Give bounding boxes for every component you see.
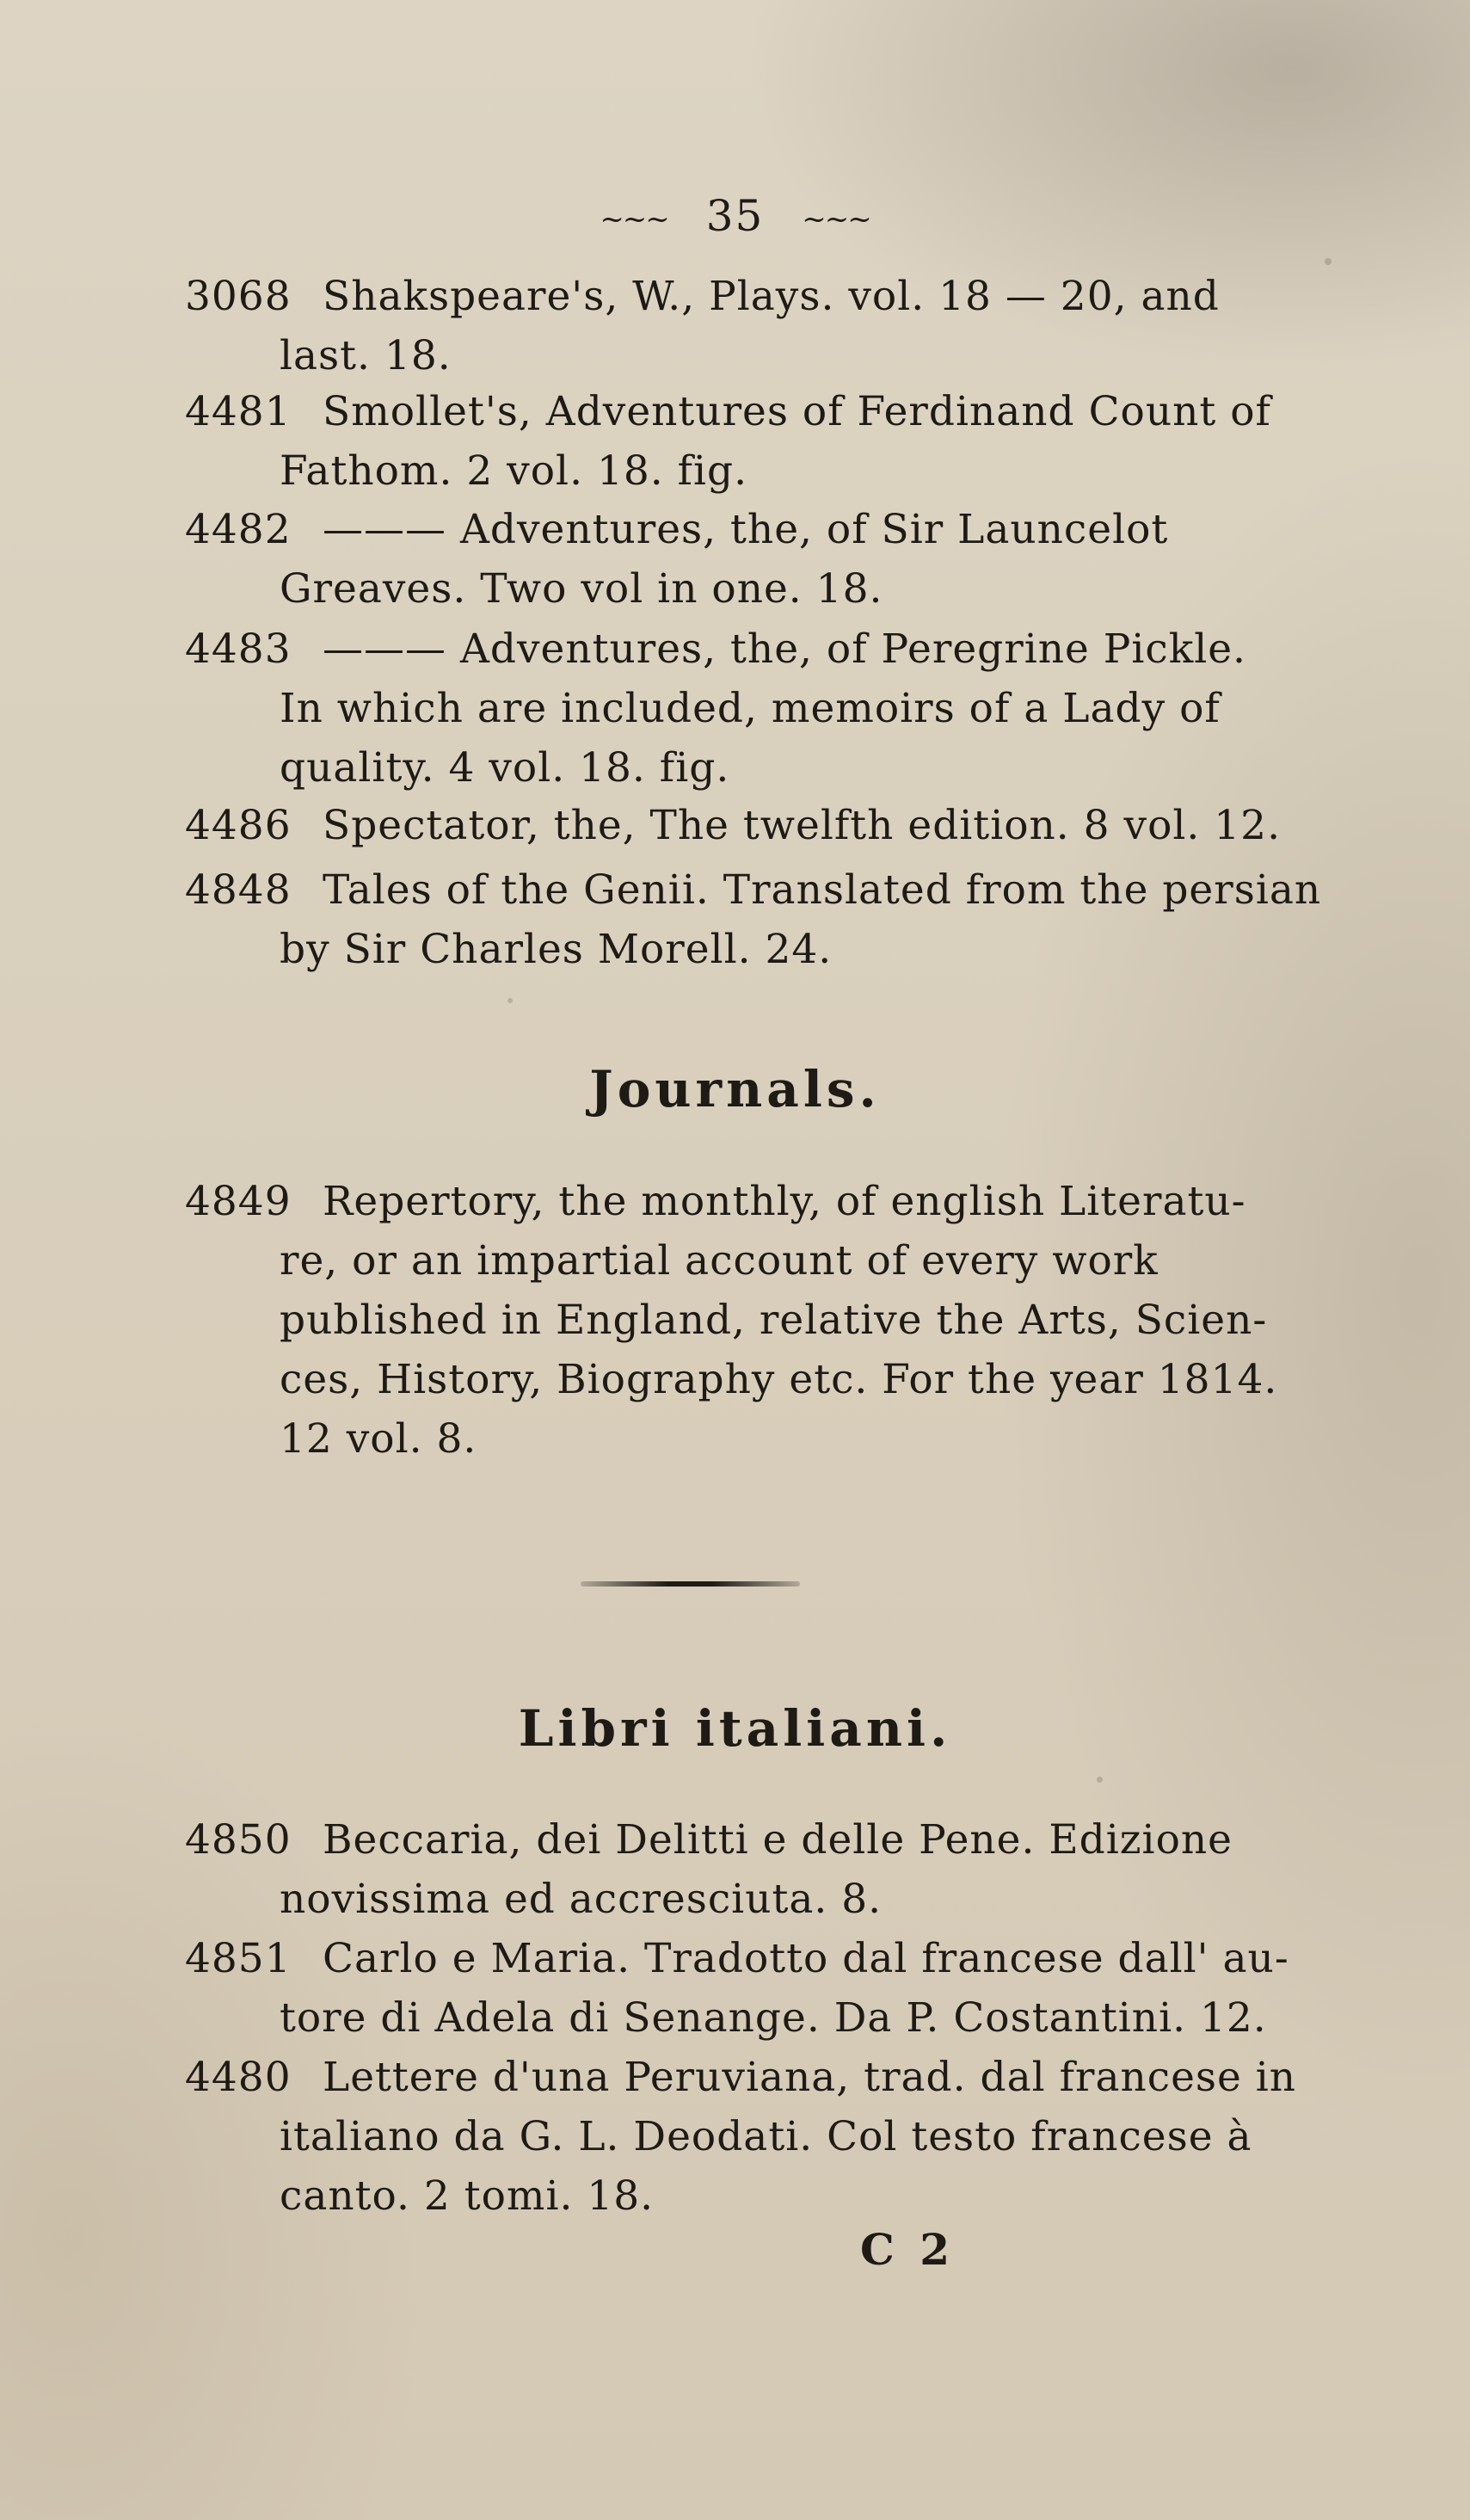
ornament-right: ~~~ [802, 202, 870, 237]
entry-number: 4848 [185, 866, 292, 914]
entry-line: Smollet's, Adventures of Ferdinand Count of [323, 388, 1271, 435]
entry-number: 4480 [185, 2054, 292, 2101]
entry-line: by Sir Charles Morell. 24. [280, 926, 833, 973]
signature-mark: C 2 [860, 2224, 955, 2275]
entry-line: Shakspeare's, W., Plays. vol. 18 — 20, and [323, 273, 1220, 320]
running-head [0, 191, 1470, 241]
entry-line: published in England, relative the Arts, Scien- [280, 1297, 1268, 1344]
entry-line: Lettere d'una Peruviana, trad. dal francese in [323, 2054, 1297, 2101]
entry-number: 3068 [185, 273, 292, 320]
entry-line: Spectator, the, The twelfth edition. 8 vol. 12. [323, 802, 1282, 849]
entry-number: 4486 [185, 802, 292, 849]
entry-line: Beccaria, dei Delitti e delle Pene. Edizione [323, 1816, 1233, 1864]
entry-line: ——— Adventures, the, of Sir Launcelot [323, 506, 1169, 553]
entry-line: canto. 2 tomi. 18. [280, 2172, 655, 2220]
catalog-entry [185, 500, 1333, 619]
paper-spot [1325, 258, 1332, 265]
catalog-entry [185, 267, 1333, 385]
entry-line: Tales of the Genii. Translated from the persian [323, 866, 1322, 914]
entry-line: re, or an impartial account of every work [280, 1237, 1159, 1285]
section-heading-journals: Journals. [589, 1060, 881, 1118]
paper-spot [507, 998, 513, 1003]
entry-line: Fathom. 2 vol. 18. fig. [280, 447, 748, 495]
catalog-entry [185, 796, 1333, 855]
page-number: 35 [705, 191, 765, 241]
entry-line: ces, History, Biography etc. For the year 1814. [280, 1356, 1278, 1403]
section-heading-italian: Libri italiani. [518, 1699, 952, 1758]
paper-spot [1097, 1777, 1103, 1783]
entry-number: 4850 [185, 1816, 292, 1864]
entry-number: 4482 [185, 506, 292, 553]
entry-line: tore di Adela di Senange. Da P. Costantini. 12. [280, 1994, 1267, 2042]
entry-line: novissima ed accresciuta. 8. [280, 1876, 883, 1923]
entry-number: 4481 [185, 388, 292, 435]
catalog-entry [185, 619, 1333, 798]
catalog-entry [185, 860, 1333, 979]
entry-line: Carlo e Maria. Tradotto dal francese dall' au- [323, 1935, 1289, 1982]
entry-number: 4851 [185, 1935, 292, 1982]
entry-number: 4849 [185, 1178, 292, 1225]
entry-line: 12 vol. 8. [280, 1415, 477, 1463]
catalog-entry [185, 1172, 1333, 1469]
entry-line: In which are included, memoirs of a Lady of [280, 685, 1221, 732]
catalog-entry [185, 382, 1333, 501]
entry-line: Greaves. Two vol in one. 18. [280, 565, 883, 613]
entry-line: Repertory, the monthly, of english Literatu- [323, 1178, 1246, 1225]
section-divider [581, 1581, 800, 1587]
entry-number: 4483 [185, 625, 292, 673]
entry-line: italiano da G. L. Deodati. Col testo francese à [280, 2113, 1252, 2160]
entry-line: ——— Adventures, the, of Peregrine Pickle. [323, 625, 1246, 673]
catalog-entry [185, 1929, 1333, 2048]
entry-line: last. 18. [280, 332, 452, 379]
catalog-entry [185, 1810, 1333, 1929]
entry-line: quality. 4 vol. 18. fig. [280, 744, 730, 792]
ornament-left: ~~~ [600, 202, 668, 237]
catalog-entry [185, 2048, 1333, 2226]
